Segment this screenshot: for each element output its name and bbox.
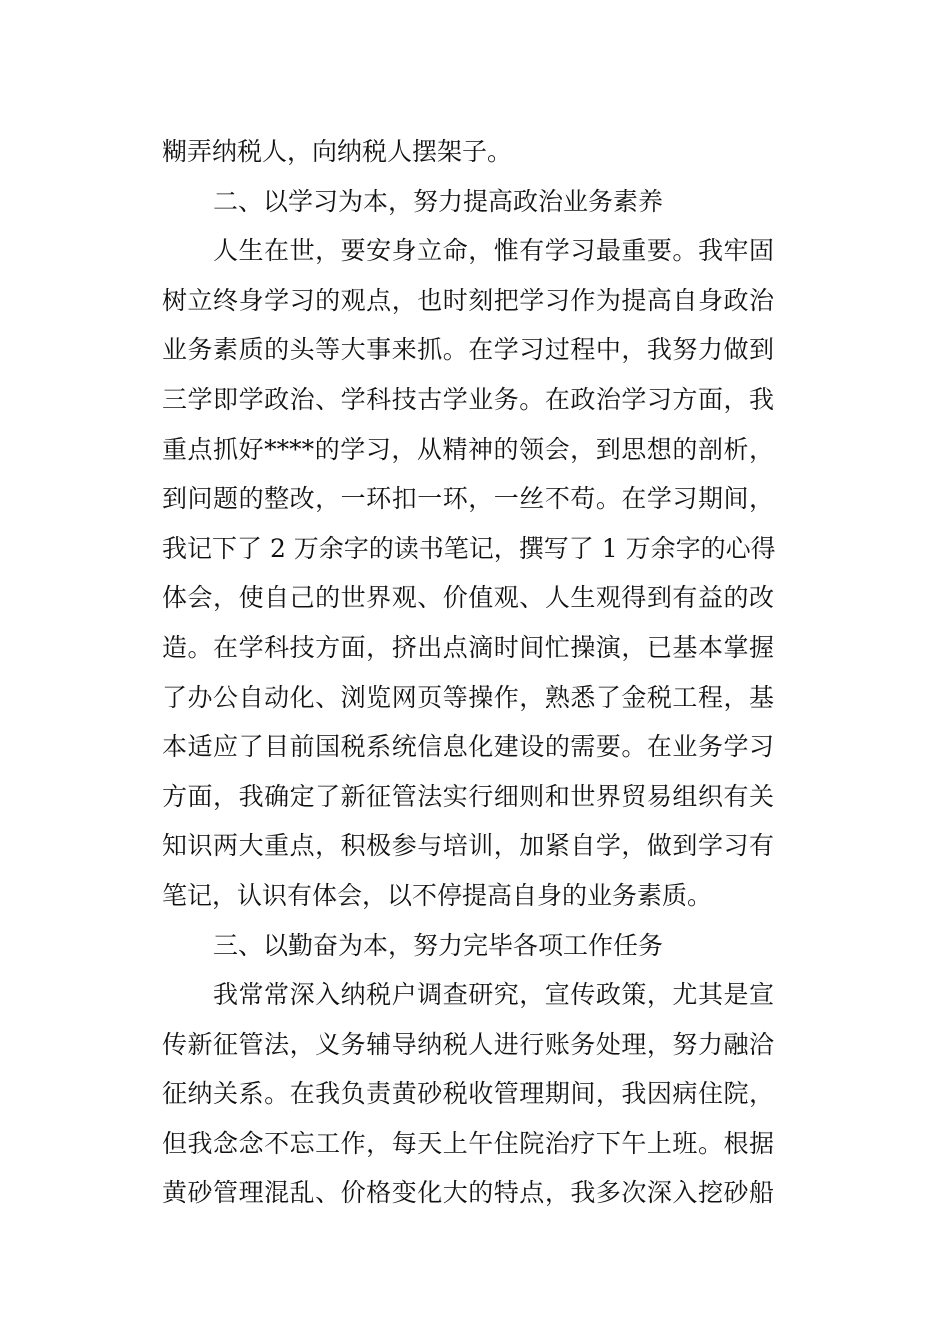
text-line: 重点抓好****的学习，从精神的领会，到思想的剖析， — [162, 434, 774, 464]
text-line: 方面，我确定了新征管法实行细则和世界贸易组织有关 — [162, 781, 774, 811]
text-line: 知识两大重点，积极参与培训，加紧自学，做到学习有 — [162, 831, 774, 861]
text-line: 三学即学政治、学科技古学业务。在政治学习方面，我 — [162, 384, 774, 414]
text-line: 但我念念不忘工作，每天上午住院治疗下午上班。根据 — [162, 1128, 774, 1158]
text-line: 造。在学科技方面，挤出点滴时间忙操演，已基本掌握 — [162, 632, 774, 662]
text-line: 三、以勤奋为本，努力完毕各项工作任务 — [213, 930, 664, 960]
text-line: 体会，使自己的世界观、价值观、人生观得到有益的改 — [162, 583, 774, 613]
document-body — [162, 127, 774, 1218]
text-line: 业务素质的头等大事来抓。在学习过程中，我努力做到 — [162, 335, 774, 365]
text-line: 人生在世，要安身立命，惟有学习最重要。我牢固 — [213, 236, 774, 266]
text-line: 我常常深入纳税户调查研究，宣传政策，尤其是宣 — [213, 980, 774, 1010]
text-line: 征纳关系。在我负责黄砂税收管理期间，我因病住院， — [162, 1079, 774, 1109]
text-line: 传新征管法，义务辅导纳税人进行账务处理，努力融洽 — [162, 1029, 774, 1059]
text-line: 树立终身学习的观点，也时刻把学习作为提高自身政治 — [162, 285, 774, 315]
text-line: 黄砂管理混乱、价格变化大的特点，我多次深入挖砂船 — [162, 1178, 774, 1208]
text-line: 我记下了 2 万余字的读书笔记，撰写了 1 万余字的心得 — [162, 533, 776, 563]
text-line: 糊弄纳税人，向纳税人摆架子。 — [162, 137, 513, 166]
text-line: 二、以学习为本，努力提高政治业务素养 — [213, 186, 664, 216]
text-line: 本适应了目前国税系统信息化建设的需要。在业务学习 — [162, 732, 774, 762]
text-line: 到问题的整改，一环扣一环，一丝不苟。在学习期间， — [162, 484, 774, 514]
text-line: 笔记，认识有体会，以不停提高自身的业务素质。 — [162, 880, 713, 910]
text-line: 了办公自动化、浏览网页等操作，熟悉了金税工程，基 — [162, 682, 774, 712]
